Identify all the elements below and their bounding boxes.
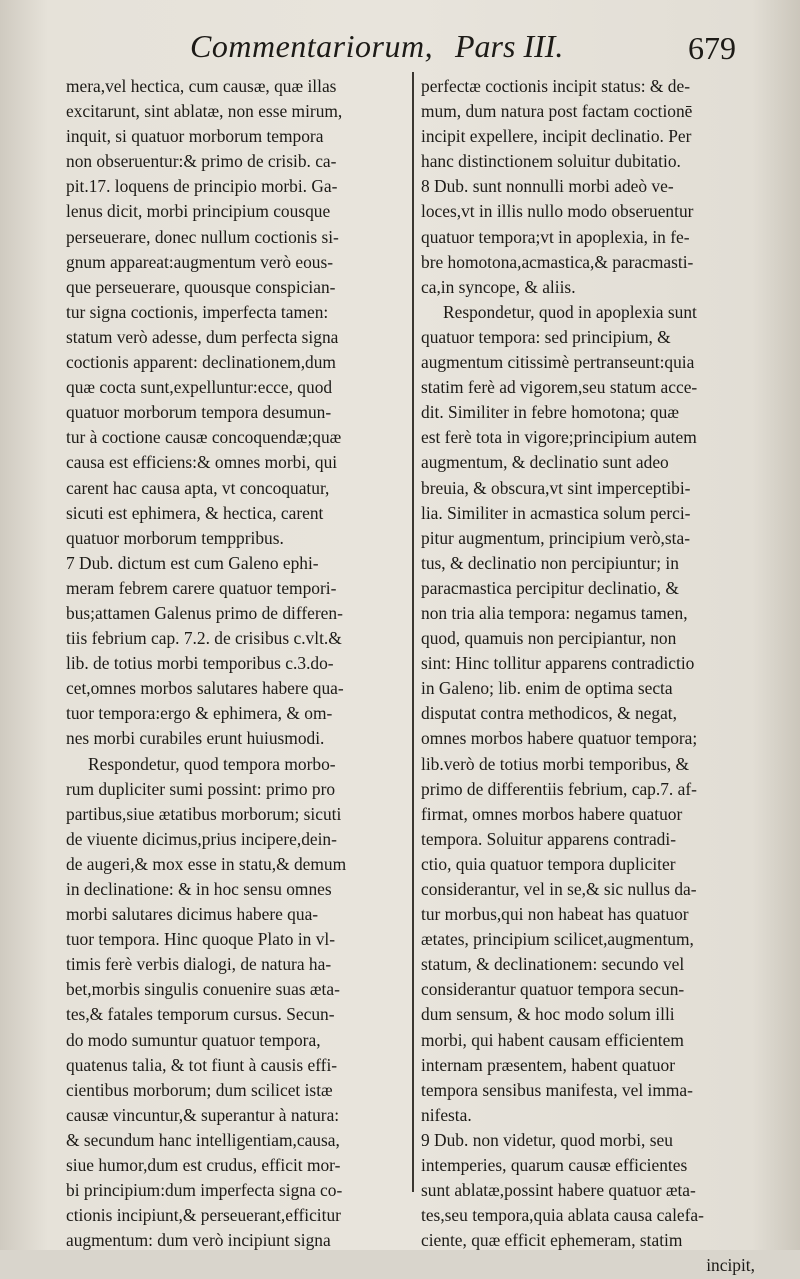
text-line: meram febrem carere quatuor tempori- xyxy=(66,577,337,598)
text-line: tuor tempora:ergo & ephimera, & om- xyxy=(66,703,333,724)
text-line: statum verò adesse, dum perfecta signa xyxy=(66,326,339,347)
text-line: in Galeno; lib. enim de optima secta xyxy=(421,678,673,699)
left-column xyxy=(66,74,396,1253)
running-title: Commentariorum, xyxy=(190,28,434,64)
text-line: cet,omnes morbos salutares habere qua- xyxy=(66,678,344,699)
text-line: lib. de totius morbi temporibus c.3.do- xyxy=(66,653,334,674)
text-line: augmentum, & declinatio sunt adeo xyxy=(421,452,669,473)
text-line: de viuente dicimus,prius incipere,dein- xyxy=(66,828,337,849)
text-line: morbi, qui habent causam efficientem xyxy=(421,1029,684,1050)
column-divider xyxy=(412,72,414,1192)
text-line: inquit, si quatuor morborum tempora xyxy=(66,126,324,147)
text-line: sicuti est ephimera, & hectica, carent xyxy=(66,502,324,523)
text-line: bus;attamen Galenus primo de differen- xyxy=(66,602,343,623)
text-line: bet,morbis singulis conuenire suas æta- xyxy=(66,979,340,1000)
text-line: tus, & declinatio non percipiuntur; in xyxy=(421,552,679,573)
text-line: statim ferè ad vigorem,seu statum acce- xyxy=(421,377,698,398)
text-line: bi principium:dum imperfecta signa co- xyxy=(66,1180,343,1201)
text-line: ciente, quæ efficit ephemeram, statim xyxy=(421,1230,683,1251)
text-line: pit.17. loquens de principio morbi. Ga- xyxy=(66,176,338,197)
text-line: statum, & declinationem: secundo vel xyxy=(421,954,685,975)
text-line: rum dupliciter sumi possint: primo pro xyxy=(66,778,336,799)
text-line: causæ vincuntur,& superantur à natura: xyxy=(66,1104,340,1125)
text-line: sint: Hinc tollitur apparens contradictio xyxy=(421,653,695,674)
text-line: omnes morbos habere quatuor tempora; xyxy=(421,728,698,749)
text-line: quatuor morborum temppribus. xyxy=(66,527,284,548)
part-label: Pars III. xyxy=(455,28,564,64)
text-line: dit. Similiter in febre homotona; quæ xyxy=(421,402,679,423)
text-line: tes,& fatales temporum cursus. Secun- xyxy=(66,1004,335,1025)
text-line: quatuor tempora;vt in apoplexia, in fe- xyxy=(421,226,690,247)
text-line: nes morbi curabiles erunt huiusmodi. xyxy=(66,728,325,749)
text-line: quod, quamuis non percipiantur, non xyxy=(421,628,677,649)
text-line: incipit, xyxy=(706,1255,755,1276)
text-line: 7 Dub. dictum est cum Galeno ephi- xyxy=(66,552,319,573)
text-line: primo de differentiis febrium, cap.7. af- xyxy=(421,778,697,799)
text-line: carent hac causa apta, vt concoquatur, xyxy=(66,477,330,498)
right-column xyxy=(421,74,755,1279)
text-line: excitarunt, sint ablatæ, non esse mirum, xyxy=(66,101,343,122)
text-line: causa est efficiens:& omnes morbi, qui xyxy=(66,452,338,473)
text-line: partibus,siue ætatibus morborum; sicuti xyxy=(66,803,342,824)
page-header xyxy=(0,14,800,68)
text-line: breuia, & obscura,vt sint imperceptibi- xyxy=(421,477,691,498)
text-line: que perseuerare, quousque conspician- xyxy=(66,276,336,297)
text-line: lia. Similiter in acmastica solum perci- xyxy=(421,502,691,523)
text-line: nifesta. xyxy=(421,1104,472,1125)
text-line: tur signa coctionis, imperfecta tamen: xyxy=(66,301,329,322)
text-line: 8 Dub. sunt nonnulli morbi adeò ve- xyxy=(421,176,674,197)
text-line: tiis febrium cap. 7.2. de crisibus c.vlt.& xyxy=(66,628,342,649)
text-line: tes,seu tempora,quia ablata causa calefa- xyxy=(421,1205,704,1226)
text-line: & secundum hanc intelligentiam,causa, xyxy=(66,1129,340,1150)
text-line: Respondetur, quod tempora morbo- xyxy=(88,753,336,774)
text-line: internam præsentem, habent quatuor xyxy=(421,1054,676,1075)
text-line: tempora sensibus manifesta, vel imma- xyxy=(421,1079,693,1100)
text-line: perseuerare, donec nullum coctionis si- xyxy=(66,226,339,247)
text-line: est ferè tota in vigore;principium autem xyxy=(421,427,697,448)
text-line: lib.verò de totius morbi temporibus, & xyxy=(421,753,690,774)
text-line: quæ cocta sunt,expelluntur:ecce, quod xyxy=(66,377,333,398)
text-line: Respondetur, quod in apoplexia sunt xyxy=(443,301,697,322)
text-line: incipit expellere, incipit declinatio. Per xyxy=(421,126,692,147)
text-line: ætates, principium scilicet,augmentum, xyxy=(421,929,694,950)
text-line: paracmastica percipitur declinatio, & xyxy=(421,577,679,598)
text-line: tuor tempora. Hinc quoque Plato in vl- xyxy=(66,929,336,950)
text-line: quatuor tempora: sed principium, & xyxy=(421,326,671,347)
text-line: quatuor morborum tempora desumun- xyxy=(66,402,332,423)
text-line: non obseruentur:& primo de crisib. ca- xyxy=(66,151,337,172)
text-line: de augeri,& mox esse in statu,& demum xyxy=(66,853,347,874)
text-line: firmat, omnes morbos habere quatuor xyxy=(421,803,683,824)
text-line: tur à coctione causæ concoquendæ;quæ xyxy=(66,427,342,448)
text-line: siue humor,dum est crudus, efficit mor- xyxy=(66,1155,341,1176)
text-line: tur morbus,qui non habeat has quatuor xyxy=(421,904,689,925)
text-line: 9 Dub. non videtur, quod morbi, seu xyxy=(421,1129,673,1150)
text-line: hanc distinctionem soluitur dubitatio. xyxy=(421,151,681,172)
text-line: intemperies, quarum causæ efficientes xyxy=(421,1155,688,1176)
text-line: augmentum citissimè pertranseunt:quia xyxy=(421,352,695,373)
text-line: pitur augmentum, principium verò,sta- xyxy=(421,527,691,548)
text-line: cientibus morborum; dum scilicet istæ xyxy=(66,1079,333,1100)
text-line: bre homotona,acmastica,& paracmasti- xyxy=(421,251,694,272)
text-line: considerantur quatuor tempora secun- xyxy=(421,979,685,1000)
text-line: morbi salutares dicimus habere qua- xyxy=(66,904,319,925)
text-line: disputat contra methodicos, & negat, xyxy=(421,703,677,724)
text-line: mera,vel hectica, cum causæ, quæ illas xyxy=(66,76,337,96)
text-line: quatenus talia, & tot fiunt à causis effi- xyxy=(66,1054,338,1075)
text-line: tempora. Soluitur apparens contradi- xyxy=(421,828,676,849)
text-line: gnum appareat:augmentum verò eous- xyxy=(66,251,334,272)
text-line: in declinatione: & in hoc sensu omnes xyxy=(66,879,332,899)
text-line: perfectæ coctionis incipit status: & de- xyxy=(421,76,691,96)
text-line: timis ferè verbis dialogi, de natura ha- xyxy=(66,954,332,975)
text-line: sunt ablatæ,possint habere quatuor æta- xyxy=(421,1180,696,1201)
text-line: ctio, quia quatuor tempora dupliciter xyxy=(421,853,676,874)
text-line: non tria alia tempora: negamus tamen, xyxy=(421,602,688,623)
text-line: loces,vt in illis nullo modo obseruentur xyxy=(421,201,694,222)
text-line: ca,in syncope, & aliis. xyxy=(421,276,576,297)
text-line: dum sensum, & hoc modo solum illi xyxy=(421,1004,675,1025)
text-line: do modo sumuntur quatuor tempora, xyxy=(66,1029,321,1050)
page-number: 679 xyxy=(688,30,736,66)
text-line: mum, dum natura post factam coctionē xyxy=(421,101,693,122)
text-line: ctionis incipiunt,& perseuerant,efficitur xyxy=(66,1205,341,1226)
text-line: considerantur, vel in se,& sic nullus da- xyxy=(421,879,697,899)
text-line: coctionis apparent: declinationem,dum xyxy=(66,352,336,373)
text-line: lenus dicit, morbi principium cousque xyxy=(66,201,331,222)
text-line: augmentum: dum verò incipiunt signa xyxy=(66,1230,331,1251)
